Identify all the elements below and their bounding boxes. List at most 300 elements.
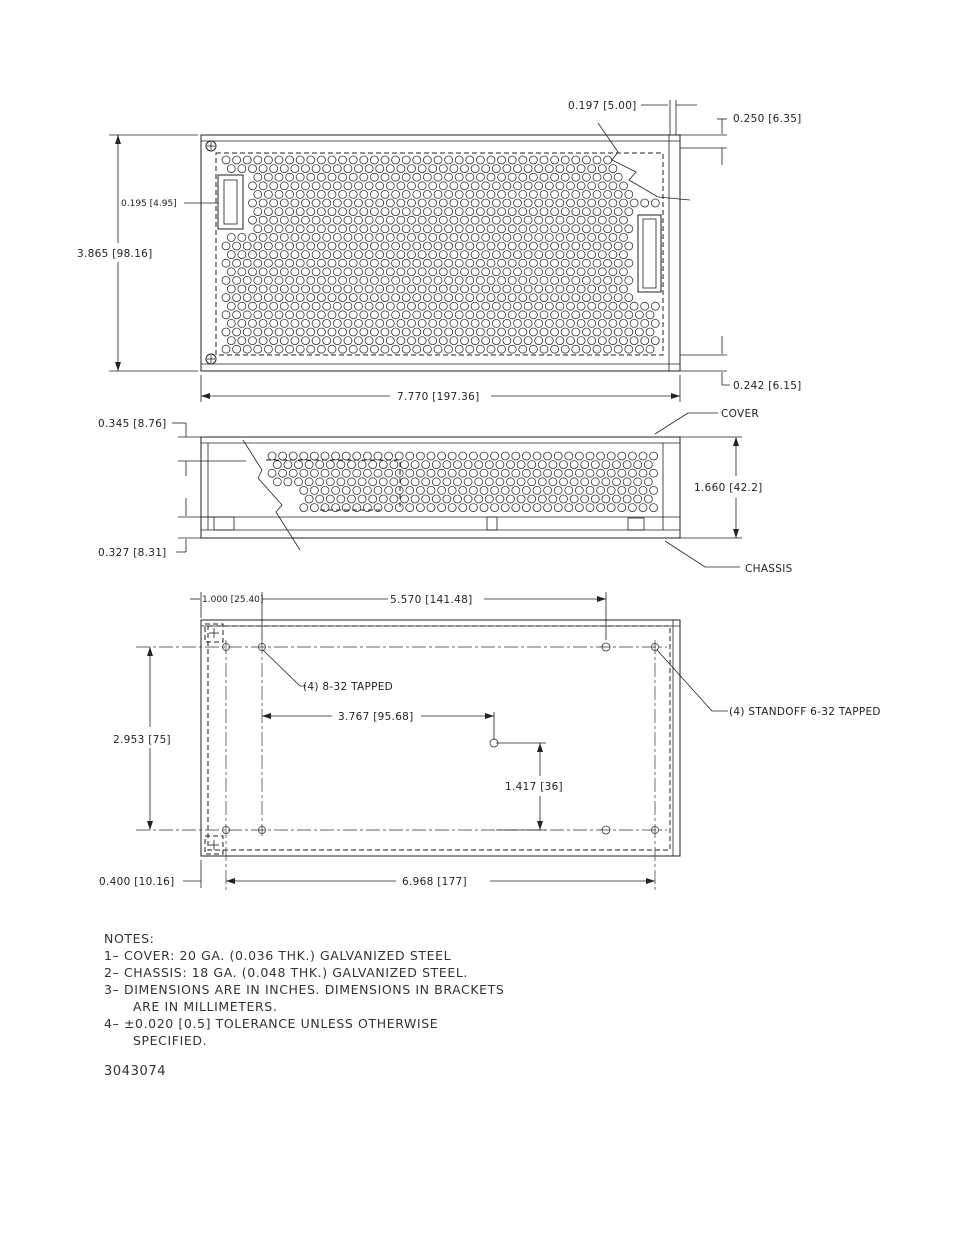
- perforation-hole: [445, 225, 453, 233]
- perforation-hole: [535, 165, 543, 173]
- perforation-hole: [333, 302, 341, 310]
- perforation-hole: [385, 504, 393, 512]
- perforation-hole: [438, 486, 446, 494]
- perforation-hole: [365, 285, 373, 293]
- perforation-hole: [344, 199, 352, 207]
- perforation-hole: [545, 216, 553, 224]
- perforation-hole: [565, 486, 573, 494]
- perforation-hole: [551, 225, 559, 233]
- perforation-hole: [593, 259, 601, 267]
- perforation-hole: [461, 216, 469, 224]
- perforation-hole: [476, 276, 484, 284]
- perforation-hole: [339, 345, 347, 353]
- perforation-hole: [572, 345, 580, 353]
- perforation-hole: [337, 478, 345, 486]
- perforation-hole: [540, 173, 548, 181]
- perforation-hole: [302, 182, 310, 190]
- perforation-hole: [238, 268, 246, 276]
- perforation-hole: [418, 233, 426, 241]
- perforation-hole: [270, 182, 278, 190]
- perforation-hole: [551, 173, 559, 181]
- perforation-hole: [540, 328, 548, 336]
- perforation-hole: [416, 486, 424, 494]
- perforation-hole: [572, 156, 580, 164]
- perforation-hole: [598, 337, 606, 345]
- perforation-hole: [344, 285, 352, 293]
- perforation-hole: [422, 495, 430, 503]
- perforation-hole: [310, 469, 318, 477]
- perforation-hole: [402, 311, 410, 319]
- perforation-hole: [501, 452, 509, 460]
- perforation-hole: [533, 504, 541, 512]
- perforation-hole: [519, 259, 527, 267]
- perforation-hole: [402, 225, 410, 233]
- perforation-hole: [427, 452, 435, 460]
- perforation-hole: [554, 469, 562, 477]
- perforation-hole: [423, 190, 431, 198]
- perforation-hole: [259, 337, 267, 345]
- perforation-hole: [455, 294, 463, 302]
- perforation-hole: [328, 208, 336, 216]
- perforation-hole: [376, 216, 384, 224]
- perforation-hole: [249, 216, 257, 224]
- perforation-hole: [476, 156, 484, 164]
- perforation-hole: [307, 225, 315, 233]
- perforation-hole: [507, 495, 515, 503]
- perforation-hole: [455, 156, 463, 164]
- perforation-hole: [471, 268, 479, 276]
- perforation-hole: [544, 469, 552, 477]
- perforation-hole: [259, 233, 267, 241]
- perforation-hole: [529, 225, 537, 233]
- perforation-hole: [280, 199, 288, 207]
- perforation-hole: [344, 182, 352, 190]
- perforation-hole: [508, 208, 516, 216]
- perforation-hole: [427, 469, 435, 477]
- perforation-hole: [397, 165, 405, 173]
- perforation-hole: [602, 478, 610, 486]
- perforation-hole: [376, 302, 384, 310]
- perforation-hole: [641, 337, 649, 345]
- perforation-hole: [321, 452, 329, 460]
- perforation-hole: [620, 268, 628, 276]
- perforation-hole: [434, 328, 442, 336]
- perforation-hole: [529, 259, 537, 267]
- perforation-hole: [535, 182, 543, 190]
- perforation-hole: [418, 251, 426, 259]
- perforation-hole: [524, 285, 532, 293]
- perforation-hole: [482, 165, 490, 173]
- perforation-hole: [385, 486, 393, 494]
- perforation-hole: [620, 285, 628, 293]
- perforation-hole: [575, 486, 583, 494]
- perforation-hole: [560, 478, 568, 486]
- perforation-hole: [259, 268, 267, 276]
- perforation-hole: [291, 268, 299, 276]
- perforation-hole: [560, 461, 568, 469]
- perforation-hole: [588, 268, 596, 276]
- perforation-hole: [464, 461, 472, 469]
- perforation-hole: [227, 268, 235, 276]
- perforation-hole: [535, 302, 543, 310]
- perforation-hole: [593, 208, 601, 216]
- perforation-hole: [492, 285, 500, 293]
- perforation-hole: [317, 259, 325, 267]
- perforation-hole: [529, 173, 537, 181]
- perforation-hole: [620, 319, 628, 327]
- cover-label: COVER: [721, 408, 760, 420]
- perforation-hole: [339, 311, 347, 319]
- perforation-hole: [613, 495, 621, 503]
- perforation-hole: [561, 328, 569, 336]
- perforation-hole: [418, 337, 426, 345]
- perforation-hole: [254, 173, 262, 181]
- perforation-hole: [625, 328, 633, 336]
- perforation-hole: [227, 319, 235, 327]
- perforation-hole: [561, 225, 569, 233]
- perforation-hole: [291, 233, 299, 241]
- perforation-hole: [342, 452, 350, 460]
- perforation-hole: [535, 285, 543, 293]
- perforation-hole: [370, 294, 378, 302]
- perforation-hole: [471, 216, 479, 224]
- perforation-hole: [344, 337, 352, 345]
- perforation-hole: [491, 469, 499, 477]
- perforation-hole: [264, 173, 272, 181]
- perforation-hole: [402, 173, 410, 181]
- perforation-hole: [392, 311, 400, 319]
- perforation-hole: [233, 276, 241, 284]
- perforation-hole: [333, 233, 341, 241]
- perforation-hole: [439, 268, 447, 276]
- perforation-hole: [379, 461, 387, 469]
- perforation-hole: [370, 242, 378, 250]
- perforation-hole: [386, 182, 394, 190]
- perforation-hole: [302, 285, 310, 293]
- perforation-hole: [264, 242, 272, 250]
- perforation-hole: [445, 345, 453, 353]
- perforation-hole: [450, 337, 458, 345]
- perforation-hole: [471, 285, 479, 293]
- perforation-hole: [545, 251, 553, 259]
- perforation-hole: [328, 259, 336, 267]
- perforation-hole: [487, 156, 495, 164]
- perforation-hole: [448, 504, 456, 512]
- perforation-hole: [317, 345, 325, 353]
- perforation-hole: [588, 285, 596, 293]
- perforation-hole: [397, 319, 405, 327]
- perforation-hole: [429, 182, 437, 190]
- perforation-hole: [607, 452, 615, 460]
- perforation-hole: [577, 199, 585, 207]
- perforation-hole: [254, 311, 262, 319]
- perforation-hole: [514, 233, 522, 241]
- perforation-hole: [259, 319, 267, 327]
- perforation-hole: [492, 233, 500, 241]
- perforation-hole: [544, 486, 552, 494]
- perforation-hole: [614, 173, 622, 181]
- perforation-hole: [291, 199, 299, 207]
- perforation-hole: [528, 478, 536, 486]
- perforation-hole: [561, 276, 569, 284]
- perforation-hole: [529, 328, 537, 336]
- perforation-hole: [286, 345, 294, 353]
- perforation-hole: [466, 328, 474, 336]
- screw-top-left: [206, 141, 216, 151]
- perforation-hole: [455, 225, 463, 233]
- perforation-hole: [402, 345, 410, 353]
- perforation-hole: [641, 199, 649, 207]
- perforation-hole: [429, 337, 437, 345]
- perforation-hole: [476, 328, 484, 336]
- perforation-hole: [455, 190, 463, 198]
- perforation-hole: [300, 469, 308, 477]
- perforation-hole: [344, 216, 352, 224]
- perforation-hole: [485, 461, 493, 469]
- perforation-hole: [561, 294, 569, 302]
- perforation-hole: [556, 302, 564, 310]
- perforation-hole: [328, 345, 336, 353]
- perforation-hole: [349, 345, 357, 353]
- perforation-hole: [586, 486, 594, 494]
- perforation-hole: [593, 328, 601, 336]
- perforation-hole: [307, 328, 315, 336]
- perforation-hole: [360, 328, 368, 336]
- perforation-hole: [591, 461, 599, 469]
- perforation-hole: [593, 242, 601, 250]
- perforation-hole: [392, 190, 400, 198]
- perforation-hole: [540, 190, 548, 198]
- perforation-hole: [628, 452, 636, 460]
- perforation-hole: [508, 242, 516, 250]
- perforation-hole: [286, 294, 294, 302]
- perforation-hole: [487, 242, 495, 250]
- perforation-hole: [469, 469, 477, 477]
- perforation-hole: [422, 461, 430, 469]
- perforation-hole: [618, 486, 626, 494]
- perforation-hole: [651, 319, 659, 327]
- perforation-hole: [349, 276, 357, 284]
- perforation-hole: [613, 461, 621, 469]
- perforation-hole: [296, 225, 304, 233]
- notes-heading: NOTES:: [104, 931, 155, 946]
- perforation-hole: [476, 259, 484, 267]
- perforation-hole: [296, 208, 304, 216]
- perforation-hole: [577, 165, 585, 173]
- perforation-hole: [360, 156, 368, 164]
- perforation-hole: [370, 190, 378, 198]
- perforation-hole: [254, 242, 262, 250]
- perforation-hole: [561, 208, 569, 216]
- perforation-hole: [333, 337, 341, 345]
- perforation-hole: [427, 504, 435, 512]
- perforation-hole: [492, 165, 500, 173]
- perforation-hole: [275, 328, 283, 336]
- perforation-hole: [492, 182, 500, 190]
- perforation-hole: [498, 276, 506, 284]
- perforation-hole: [280, 216, 288, 224]
- perforation-hole: [535, 268, 543, 276]
- perforation-hole: [439, 233, 447, 241]
- perforation-hole: [529, 294, 537, 302]
- perforation-hole: [551, 190, 559, 198]
- perforation-hole: [556, 233, 564, 241]
- perforation-hole: [598, 165, 606, 173]
- perforation-hole: [439, 199, 447, 207]
- perforation-hole: [296, 190, 304, 198]
- perforation-hole: [540, 294, 548, 302]
- perforation-hole: [243, 276, 251, 284]
- perforation-hole: [238, 285, 246, 293]
- note-3-cont: ARE IN MILLIMETERS.: [133, 999, 278, 1014]
- perforation-hole: [360, 311, 368, 319]
- perforation-hole: [349, 328, 357, 336]
- perforation-hole: [264, 190, 272, 198]
- perforation-hole: [514, 251, 522, 259]
- perforation-hole: [233, 156, 241, 164]
- perforation-hole: [492, 251, 500, 259]
- perforation-hole: [259, 199, 267, 207]
- perforation-hole: [370, 259, 378, 267]
- perforation-hole: [264, 294, 272, 302]
- perforation-hole: [286, 173, 294, 181]
- perforation-hole: [280, 302, 288, 310]
- perforation-hole: [349, 190, 357, 198]
- perforation-hole: [522, 504, 530, 512]
- perforation-hole: [450, 319, 458, 327]
- perforation-hole: [591, 478, 599, 486]
- perforation-hole: [588, 302, 596, 310]
- perforation-hole: [358, 478, 366, 486]
- perforation-hole: [429, 319, 437, 327]
- dim-0197-label: 0.197 [5.00]: [568, 100, 637, 112]
- perforation-hole: [625, 311, 633, 319]
- perforation-hole: [469, 486, 477, 494]
- perforation-hole: [302, 216, 310, 224]
- perforation-hole: [475, 495, 483, 503]
- perforation-hole: [305, 461, 313, 469]
- perforation-hole: [572, 311, 580, 319]
- perforation-hole: [254, 328, 262, 336]
- perforation-hole: [443, 478, 451, 486]
- perforation-hole: [233, 345, 241, 353]
- perforation-hole: [551, 208, 559, 216]
- dim-3767-label: 3.767 [95.68]: [338, 711, 414, 723]
- perforation-hole: [476, 190, 484, 198]
- perforation-hole: [395, 486, 403, 494]
- note-1: 1– COVER: 20 GA. (0.036 THK.) GALVANIZED STEEL: [104, 948, 452, 963]
- perforation-hole: [249, 199, 257, 207]
- perforation-hole: [355, 199, 363, 207]
- perforation-hole: [323, 302, 331, 310]
- perforation-hole: [487, 328, 495, 336]
- perforation-hole: [604, 259, 612, 267]
- perforation-hole: [614, 259, 622, 267]
- perforation-hole: [540, 208, 548, 216]
- perforation-hole: [529, 311, 537, 319]
- perforation-hole: [243, 345, 251, 353]
- perforation-hole: [533, 452, 541, 460]
- perforation-hole: [461, 233, 469, 241]
- perforation-hole: [305, 478, 313, 486]
- perforation-hole: [598, 319, 606, 327]
- perforation-hole: [634, 495, 642, 503]
- perforation-hole: [567, 319, 575, 327]
- perforation-hole: [567, 268, 575, 276]
- perforation-hole: [321, 486, 329, 494]
- perforation-hole: [273, 461, 281, 469]
- perforation-hole: [551, 345, 559, 353]
- perforation-hole: [625, 294, 633, 302]
- perforation-hole: [402, 208, 410, 216]
- perforation-hole: [302, 337, 310, 345]
- perforation-hole: [556, 319, 564, 327]
- perforation-hole: [625, 276, 633, 284]
- perforation-hole: [270, 302, 278, 310]
- perforation-hole: [498, 173, 506, 181]
- perforation-hole: [572, 208, 580, 216]
- perforation-hole: [577, 302, 585, 310]
- perforation-hole: [355, 182, 363, 190]
- perforation-hole: [402, 294, 410, 302]
- perforation-hole: [507, 461, 515, 469]
- perforation-hole: [582, 208, 590, 216]
- perforation-hole: [238, 337, 246, 345]
- perforation-hole: [561, 311, 569, 319]
- perforation-hole: [423, 225, 431, 233]
- perforation-hole: [508, 156, 516, 164]
- perforation-hole: [402, 156, 410, 164]
- perforation-hole: [296, 294, 304, 302]
- perforation-hole: [296, 259, 304, 267]
- perforation-hole: [429, 251, 437, 259]
- perforation-hole: [408, 216, 416, 224]
- perforation-hole: [469, 452, 477, 460]
- perforation-hole: [471, 199, 479, 207]
- perforation-hole: [386, 165, 394, 173]
- perforation-hole: [512, 452, 520, 460]
- perforation-hole: [540, 156, 548, 164]
- perforation-hole: [623, 478, 631, 486]
- perforation-hole: [641, 302, 649, 310]
- perforation-hole: [538, 478, 546, 486]
- perforation-hole: [461, 199, 469, 207]
- perforation-hole: [549, 478, 557, 486]
- perforation-hole: [519, 208, 527, 216]
- note-4: 4– ±0.020 [0.5] TOLERANCE UNLESS OTHERWISE: [104, 1016, 439, 1031]
- perforation-hole: [551, 259, 559, 267]
- perforation-hole: [572, 328, 580, 336]
- perforation-hole: [264, 276, 272, 284]
- perforation-hole: [455, 328, 463, 336]
- perforation-hole: [503, 337, 511, 345]
- perforation-hole: [466, 345, 474, 353]
- perforation-hole: [503, 233, 511, 241]
- perforation-hole: [317, 156, 325, 164]
- perforation-hole: [461, 268, 469, 276]
- perforation-hole: [512, 486, 520, 494]
- perforation-hole: [392, 225, 400, 233]
- perforation-hole: [445, 311, 453, 319]
- perforation-hole: [286, 156, 294, 164]
- perforation-hole: [524, 165, 532, 173]
- perforation-hole: [408, 182, 416, 190]
- perforation-hole: [487, 208, 495, 216]
- perforation-hole: [498, 311, 506, 319]
- perforation-hole: [522, 452, 530, 460]
- perforation-hole: [551, 328, 559, 336]
- chassis-label: CHASSIS: [745, 563, 793, 575]
